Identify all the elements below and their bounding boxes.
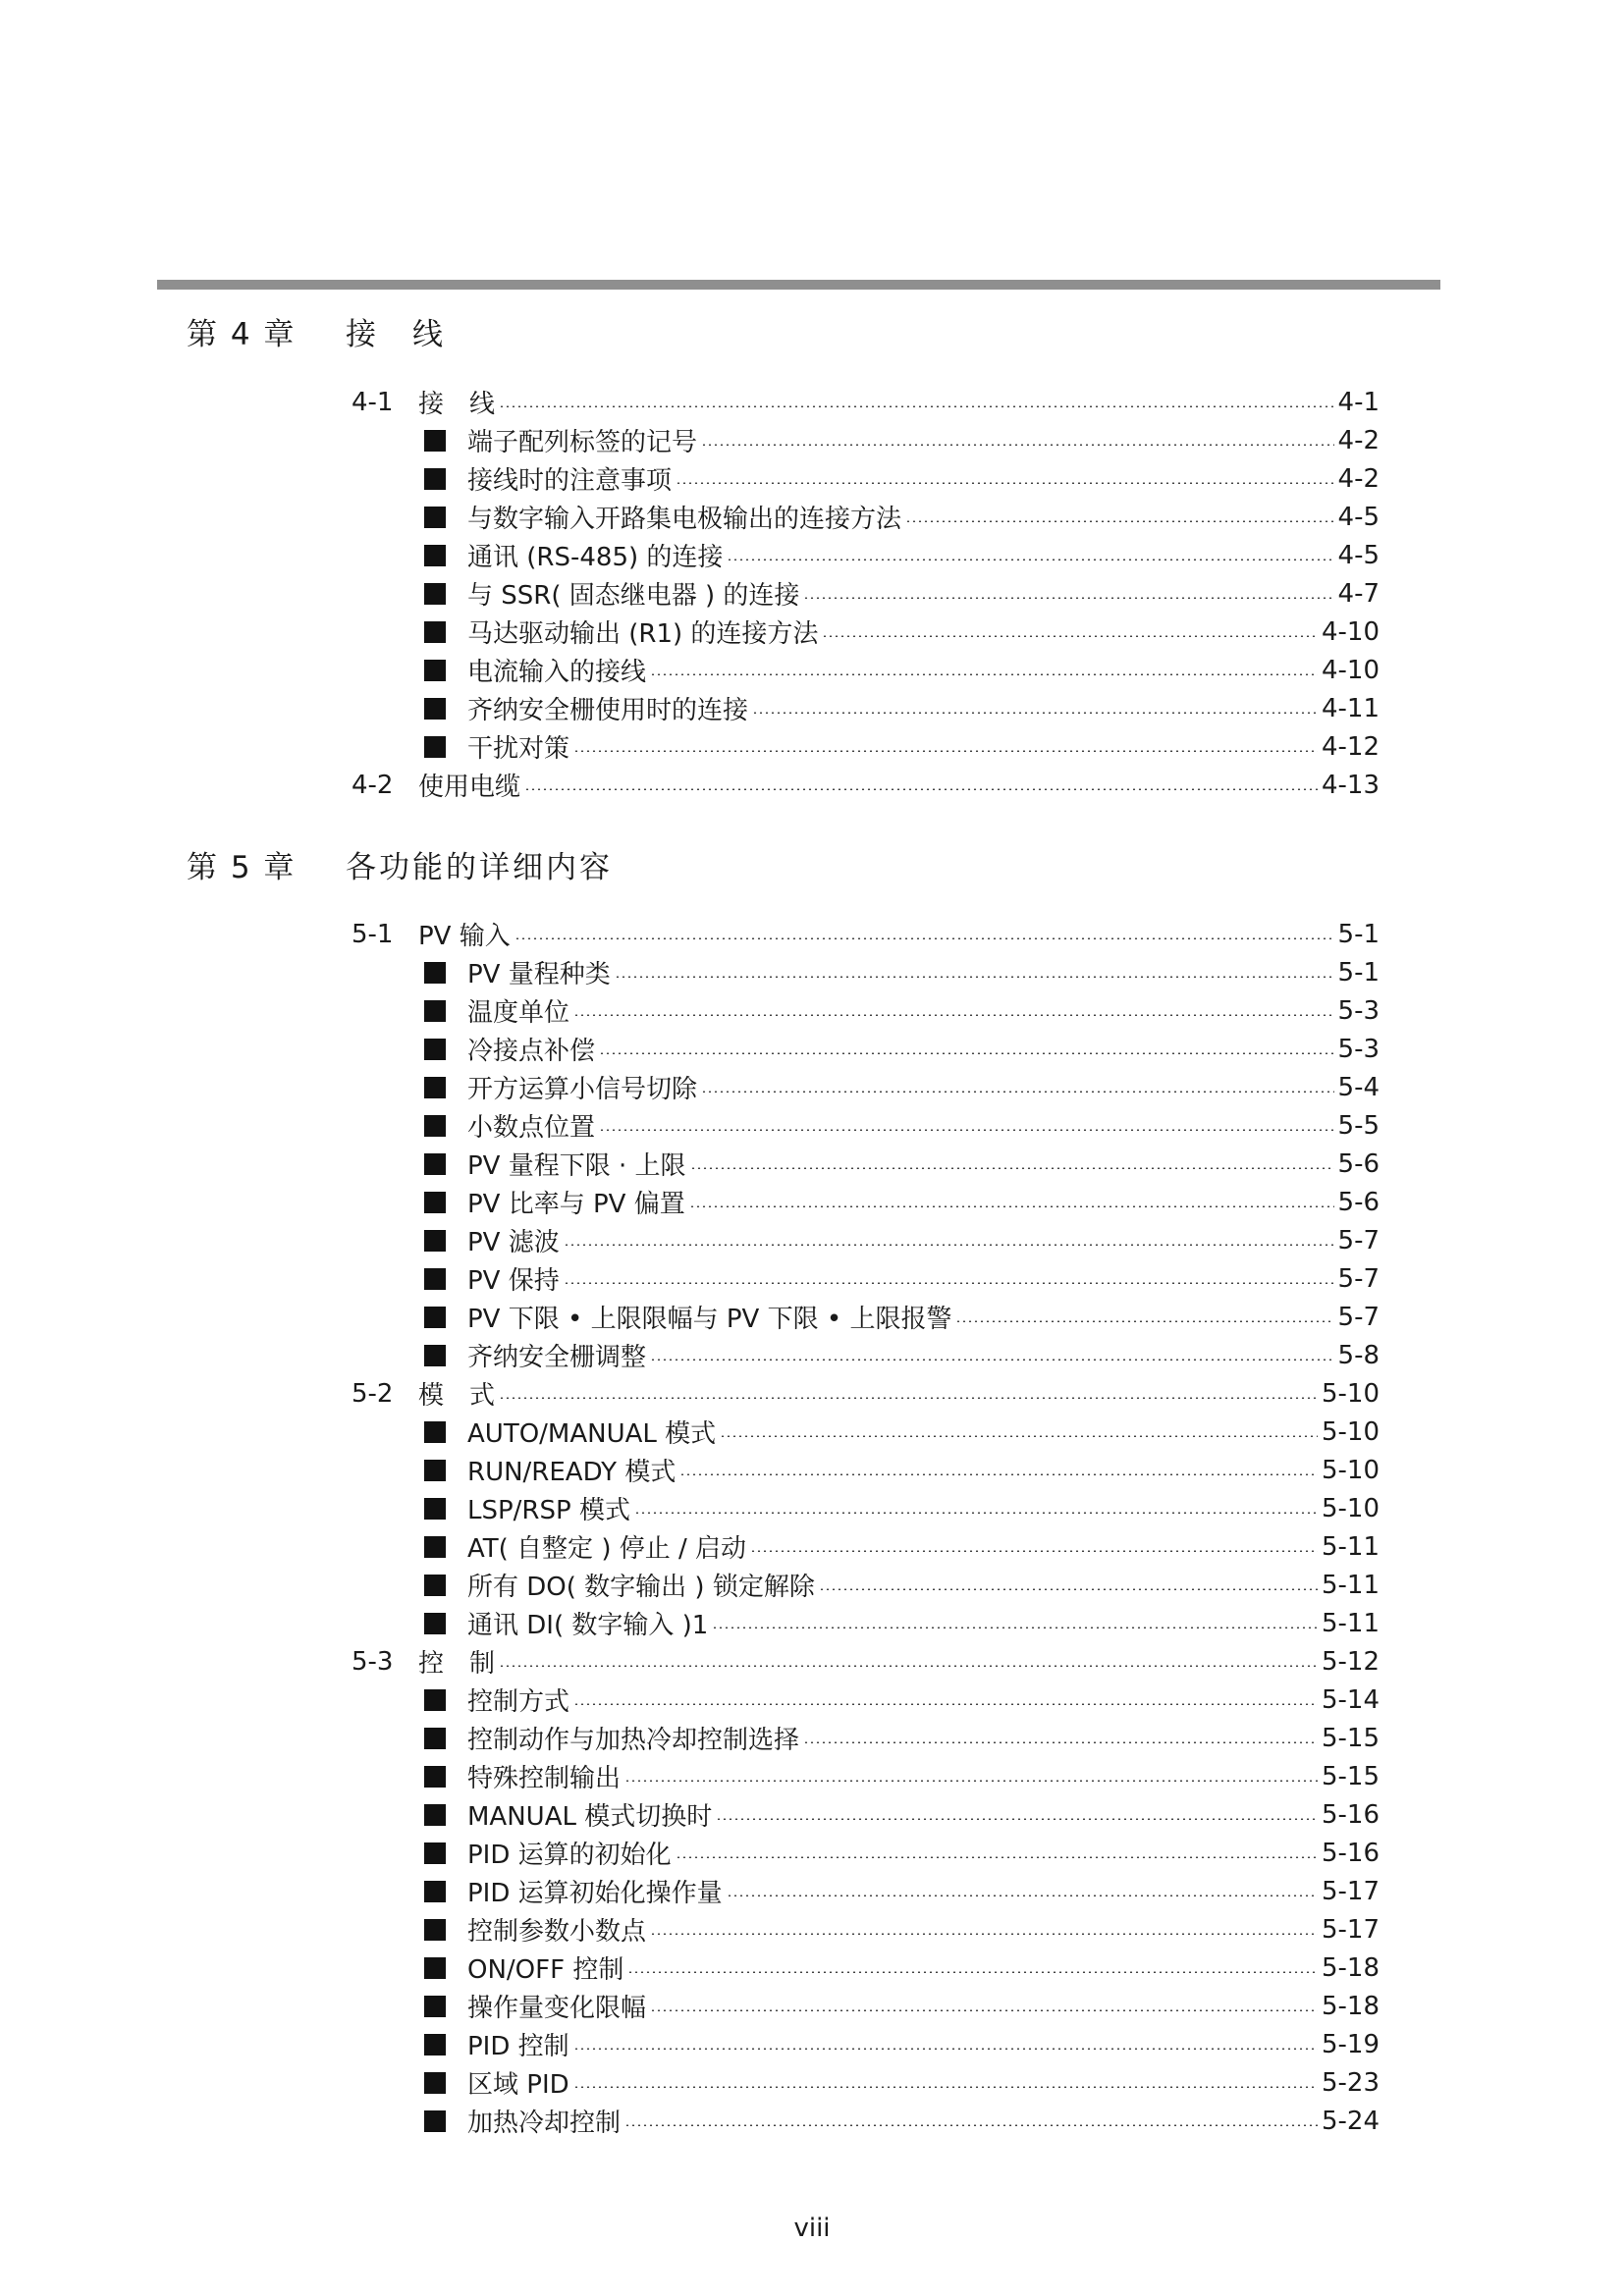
entry-label: 齐纳安全栅调整 [467,1343,647,1372]
entry-page-number: 5-6 [1337,1187,1380,1217]
dot-leader [650,1359,1334,1361]
square-bullet-icon [424,1536,446,1558]
square-bullet-icon [424,1230,446,1252]
entry-label: 操作量变化限幅 [467,1994,647,2023]
entry-label: PV 下限 • 上限限幅与 PV 下限 • 上限报警 [467,1305,952,1334]
dot-leader [803,597,1333,599]
dot-leader [720,1435,1318,1437]
toc-item-entry[interactable] [424,1259,1380,1298]
toc-item-entry[interactable] [424,1145,1380,1183]
square-bullet-icon [424,1766,446,1788]
entry-label: PV 比率与 PV 偏置 [467,1190,685,1219]
entry-page-number: 5-15 [1321,1723,1380,1753]
entry-label: 区域 PID [467,2070,569,2100]
square-bullet-icon [424,1842,446,1864]
entry-page-number: 5-12 [1321,1646,1380,1677]
toc-item-entry[interactable] [424,1336,1380,1374]
dot-leader [499,1665,1318,1667]
entry-label: 冷接点补偿 [467,1037,596,1066]
square-bullet-icon [424,1421,446,1443]
entry-page-number: 5-1 [1337,919,1380,949]
square-bullet-icon [424,1039,446,1060]
square-bullet-icon [424,1192,446,1213]
toc-item-entry[interactable] [424,1681,1380,1719]
dot-leader [573,2086,1318,2088]
square-bullet-icon [424,1575,446,1596]
entry-page-number: 4-2 [1337,425,1380,455]
entry-label: AT( 自整定 ) 停止 / 启动 [467,1534,747,1564]
dot-leader [599,1129,1334,1131]
entry-page-number: 4-5 [1337,502,1380,532]
toc-section-entry[interactable] [344,915,1380,953]
square-bullet-icon [424,1345,446,1366]
entry-page-number: 5-15 [1321,1761,1380,1791]
entry-label: 通讯 (RS-485) 的连接 [467,543,724,572]
entry-label: 通讯 DI( 数字输入 )1 [467,1611,709,1640]
entry-label: 与数字输入开路集电极输出的连接方法 [467,505,902,534]
entry-page-number: 5-4 [1337,1072,1380,1102]
dot-leader [634,1512,1318,1514]
square-bullet-icon [424,1613,446,1634]
entry-page-number: 5-3 [1337,1034,1380,1064]
entry-label: PV 保持 [467,1266,560,1296]
toc-item-entry[interactable] [424,2025,1380,2063]
dot-leader [650,2009,1318,2011]
dot-leader [803,1741,1318,1743]
entry-page-number: 5-7 [1337,1302,1380,1332]
entry-page-number: 5-10 [1321,1493,1380,1523]
toc-item-entry[interactable] [424,574,1380,613]
square-bullet-icon [424,545,446,566]
toc-item-entry[interactable] [424,1068,1380,1106]
square-bullet-icon [424,660,446,681]
entry-page-number: 4-2 [1337,463,1380,494]
toc-item-entry[interactable] [424,1221,1380,1259]
toc-item-entry[interactable] [424,1566,1380,1604]
dot-leader [514,937,1334,939]
dot-leader [499,1397,1318,1399]
toc-item-entry[interactable] [424,2063,1380,2102]
dot-leader [627,1971,1318,1973]
entry-label: AUTO/MANUAL 模式 [467,1419,717,1449]
dot-leader [624,2124,1318,2126]
entry-page-number: 4-10 [1321,616,1380,647]
section-number: 5-2 [352,1378,394,1409]
toc-item-entry[interactable] [424,1910,1380,1949]
entry-label: PV 量程种类 [467,960,611,989]
entry-page-number: 5-7 [1337,1225,1380,1255]
toc-item-entry[interactable] [424,1757,1380,1795]
toc-item-entry[interactable] [424,689,1380,727]
dot-leader [624,1780,1318,1782]
square-bullet-icon [424,430,446,452]
entry-page-number: 5-7 [1337,1263,1380,1294]
toc-item-entry[interactable] [424,727,1380,766]
entry-label: 端子配列标签的记号 [467,428,698,457]
entry-label: 控制方式 [467,1687,570,1717]
dot-leader [650,1933,1318,1935]
chapter-number: 第 4 章 [187,316,297,352]
toc-item-entry[interactable] [424,459,1380,498]
entry-page-number: 5-18 [1321,1991,1380,2021]
dot-leader [573,2048,1318,2050]
toc-item-entry[interactable] [424,1451,1380,1489]
dot-leader [676,1856,1318,1858]
entry-page-number: 4-10 [1321,655,1380,685]
entry-page-number: 5-17 [1321,1876,1380,1906]
toc-item-entry[interactable] [424,953,1380,991]
entry-page-number: 4-7 [1337,578,1380,609]
toc-item-entry[interactable] [424,498,1380,536]
dot-leader [573,750,1318,752]
entry-label: 控制动作与加热冷却控制选择 [467,1726,800,1755]
toc-item-entry[interactable] [424,1949,1380,1987]
dot-leader [573,1703,1318,1705]
dot-leader [822,635,1318,637]
square-bullet-icon [424,2072,446,2094]
square-bullet-icon [424,621,446,643]
entry-label: 与 SSR( 固态继电器 ) 的连接 [467,581,800,611]
page-number: viii [793,2214,831,2243]
dot-leader [650,673,1318,675]
entry-page-number: 5-16 [1321,1838,1380,1868]
entry-label: PID 运算初始化操作量 [467,1879,723,1908]
square-bullet-icon [424,1498,446,1520]
dot-leader [716,1818,1318,1820]
entry-page-number: 4-12 [1321,731,1380,762]
square-bullet-icon [424,1881,446,1902]
toc-item-entry[interactable] [424,1183,1380,1221]
chapter-title: 各功能的详细内容 [346,849,613,885]
entry-page-number: 5-6 [1337,1148,1380,1179]
toc-item-entry[interactable] [424,1604,1380,1642]
chapter-heading-5 [187,842,613,885]
entry-label: PV 滤波 [467,1228,560,1257]
toc-section-entry[interactable] [344,383,1380,421]
toc-item-entry[interactable] [424,991,1380,1030]
dot-leader [752,712,1318,714]
entry-page-number: 5-18 [1321,1952,1380,1983]
section-number: 5-3 [352,1646,394,1677]
square-bullet-icon [424,736,446,758]
entry-label: PID 运算的初始化 [467,1841,672,1870]
entry-page-number: 5-3 [1337,995,1380,1026]
entry-page-number: 4-5 [1337,540,1380,570]
square-bullet-icon [424,1996,446,2017]
entry-page-number: 4-1 [1337,387,1380,417]
entry-label: 所有 DO( 数字输出 ) 锁定解除 [467,1573,815,1602]
dot-leader [701,1091,1334,1093]
entry-label: 加热冷却控制 [467,2109,622,2138]
entry-page-number: 4-13 [1321,770,1380,800]
entry-page-number: 5-8 [1337,1340,1380,1370]
toc-section-entry[interactable] [344,1374,1380,1413]
entry-label: 温度单位 [467,998,570,1028]
square-bullet-icon [424,2034,446,2056]
entry-label: LSP/RSP 模式 [467,1496,630,1525]
square-bullet-icon [424,1460,446,1481]
toc-item-entry[interactable] [424,1987,1380,2025]
entry-page-number: 4-11 [1321,693,1380,723]
square-bullet-icon [424,962,446,984]
entry-page-number: 5-14 [1321,1684,1380,1715]
toc-item-entry[interactable] [424,1298,1380,1336]
entry-label: 小数点位置 [467,1113,596,1143]
dot-leader [615,976,1334,978]
dot-leader [564,1244,1334,1246]
section-number: 4-2 [352,770,394,800]
square-bullet-icon [424,1804,446,1826]
square-bullet-icon [424,507,446,528]
square-bullet-icon [424,468,446,490]
square-bullet-icon [424,1307,446,1328]
entry-label: PID 控制 [467,2032,569,2061]
entry-label: 开方运算小信号切除 [467,1075,698,1104]
dot-leader [819,1588,1318,1590]
square-bullet-icon [424,1153,446,1175]
dot-leader [679,1473,1318,1475]
section-number: 5-1 [352,919,394,949]
entry-page-number: 5-24 [1321,2106,1380,2136]
toc-item-entry[interactable] [424,1719,1380,1757]
dot-leader [499,405,1334,407]
toc-item-entry[interactable] [424,1030,1380,1068]
dot-leader [676,482,1334,484]
entry-page-number: 5-10 [1321,1378,1380,1409]
entry-page-number: 5-11 [1321,1531,1380,1562]
entry-label: 控 制 [418,1649,496,1679]
entry-page-number: 5-10 [1321,1416,1380,1447]
entry-label: PV 量程下限 · 上限 [467,1151,686,1181]
dot-leader [564,1282,1334,1284]
toc-item-entry[interactable] [424,613,1380,651]
toc-item-entry[interactable] [424,1872,1380,1910]
toc-item-entry[interactable] [424,1795,1380,1834]
entry-label: 齐纳安全栅使用时的连接 [467,696,749,725]
section-number: 4-1 [352,387,394,417]
chapter-title: 接 线 [346,316,446,352]
dot-leader [689,1205,1334,1207]
square-bullet-icon [424,1268,446,1290]
entry-page-number: 5-5 [1337,1110,1380,1141]
entry-label: 特殊控制输出 [467,1764,622,1793]
dot-leader [750,1550,1318,1552]
toc-item-entry[interactable] [424,1489,1380,1527]
entry-label: 接 线 [418,390,496,419]
dot-leader [701,444,1334,446]
toc-section-entry[interactable] [344,1642,1380,1681]
toc-section-entry[interactable] [344,766,1380,804]
entry-label: ON/OFF 控制 [467,1955,624,1985]
dot-leader [599,1052,1334,1054]
square-bullet-icon [424,1957,446,1979]
top-rule [157,280,1440,290]
entry-label: 控制参数小数点 [467,1917,647,1947]
dot-leader [524,788,1318,790]
entry-page-number: 5-23 [1321,2067,1380,2098]
entry-label: PV 输入 [418,922,511,951]
toc-item-entry[interactable] [424,1527,1380,1566]
dot-leader [690,1167,1334,1169]
square-bullet-icon [424,1115,446,1137]
square-bullet-icon [424,1919,446,1941]
square-bullet-icon [424,583,446,605]
toc-item-entry[interactable] [424,1106,1380,1145]
entry-page-number: 5-19 [1321,2029,1380,2059]
entry-label: 马达驱动输出 (R1) 的连接方法 [467,619,819,649]
toc-item-entry[interactable] [424,1834,1380,1872]
toc-item-entry[interactable] [424,651,1380,689]
toc-item-entry[interactable] [424,1413,1380,1451]
entry-label: 电流输入的接线 [467,658,647,687]
entry-page-number: 5-11 [1321,1608,1380,1638]
entry-page-number: 5-17 [1321,1914,1380,1945]
dot-leader [573,1014,1334,1016]
dot-leader [727,1895,1318,1896]
entry-label: MANUAL 模式切换时 [467,1802,713,1832]
square-bullet-icon [424,1689,446,1711]
square-bullet-icon [424,2110,446,2132]
square-bullet-icon [424,1000,446,1022]
entry-page-number: 5-16 [1321,1799,1380,1830]
dot-leader [955,1320,1333,1322]
dot-leader [905,520,1334,522]
entry-label: 接线时的注意事项 [467,466,673,496]
toc-item-entry[interactable] [424,2102,1380,2140]
entry-page-number: 5-11 [1321,1570,1380,1600]
chapter-number: 第 5 章 [187,849,297,885]
chapter-heading-4 [187,309,446,352]
square-bullet-icon [424,1077,446,1098]
entry-page-number: 5-1 [1337,957,1380,988]
entry-label: 模 式 [418,1381,496,1411]
square-bullet-icon [424,698,446,720]
entry-label: 干扰对策 [467,734,570,764]
toc-item-entry[interactable] [424,536,1380,574]
entry-page-number: 5-10 [1321,1455,1380,1485]
entry-label: 使用电缆 [418,773,521,802]
toc-item-entry[interactable] [424,421,1380,459]
entry-label: RUN/READY 模式 [467,1458,677,1487]
dot-leader [712,1627,1318,1629]
dot-leader [727,559,1333,561]
square-bullet-icon [424,1728,446,1749]
